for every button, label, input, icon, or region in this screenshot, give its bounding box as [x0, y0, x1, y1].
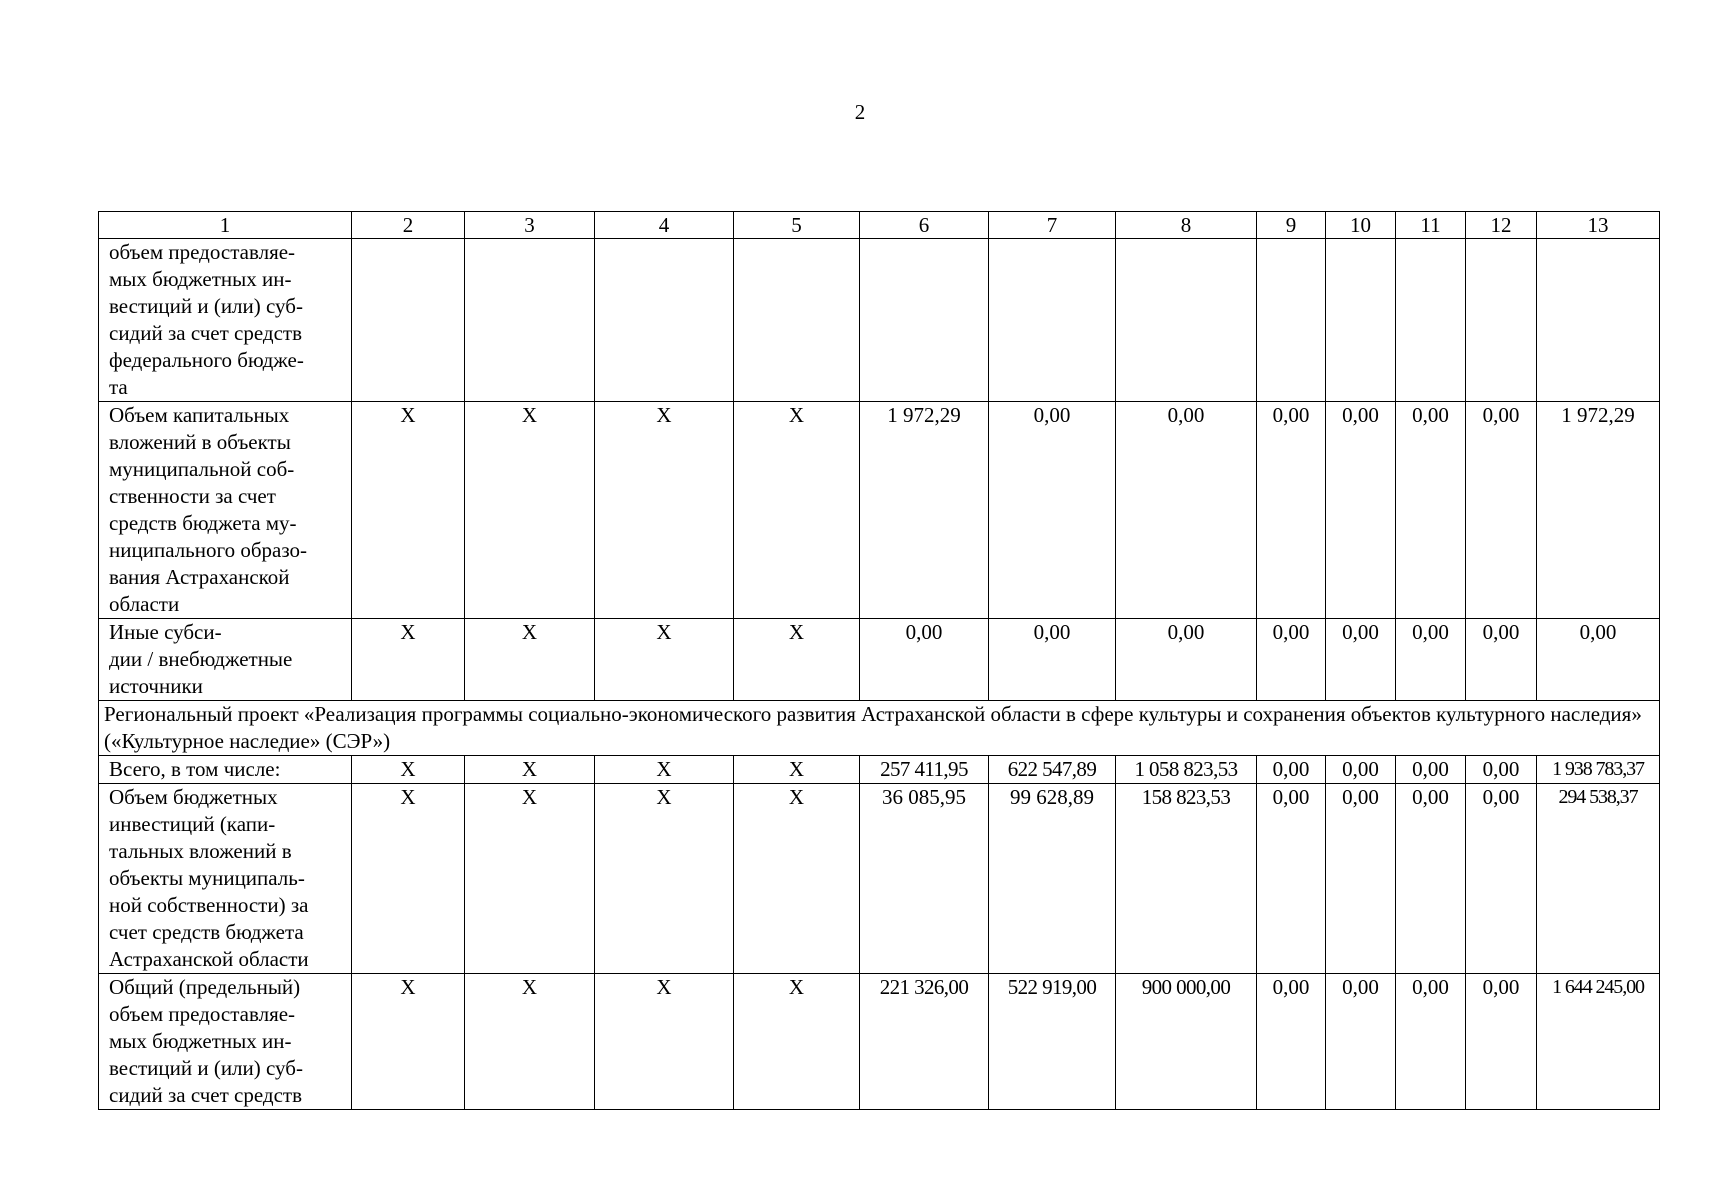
- header-cell-3: 3: [465, 212, 595, 239]
- row-label: Иные субси- дии / внебюджетные источники: [99, 619, 352, 701]
- row-label: Общий (предельный) объем предоставляе- мых бюджетных ин- вестиций и (или) суб- сидий за счет средств: [99, 974, 352, 1110]
- row-cell-col-13: 1 644 245,00: [1537, 974, 1660, 1110]
- row-cell-col-3: [465, 239, 595, 402]
- row-cell-col-13: 1 938 783,37: [1537, 756, 1660, 784]
- row-cell-col-4: X: [595, 402, 734, 619]
- row-cell-col-12: 0,00: [1466, 619, 1537, 701]
- row-cell-col-6: 36 085,95: [860, 784, 989, 974]
- row-cell-col-9: 0,00: [1257, 784, 1326, 974]
- row-label: Всего, в том числе:: [99, 756, 352, 784]
- section-row: [99, 701, 1660, 756]
- header-cell-9: 9: [1257, 212, 1326, 239]
- row-cell-col-8: 0,00: [1116, 619, 1257, 701]
- row-cell-col-4: X: [595, 619, 734, 701]
- row-cell-col-9: 0,00: [1257, 619, 1326, 701]
- row-cell-col-9: 0,00: [1257, 756, 1326, 784]
- row-cell-col-8: 1 058 823,53: [1116, 756, 1257, 784]
- row-cell-col-2: X: [352, 402, 465, 619]
- table-row: [99, 619, 1660, 701]
- row-label: Объем бюджетных инвестиций (капи- тальных вложений в объекты муниципаль- ной собственности) за счет средств бюджета Астраханской области: [99, 784, 352, 974]
- header-cell-7: 7: [989, 212, 1116, 239]
- row-cell-col-5: X: [734, 619, 860, 701]
- table-row: [99, 239, 1660, 402]
- row-cell-col-3: X: [465, 619, 595, 701]
- row-cell-col-8: 158 823,53: [1116, 784, 1257, 974]
- row-cell-col-10: 0,00: [1326, 402, 1396, 619]
- row-cell-col-10: [1326, 239, 1396, 402]
- header-cell-6: 6: [860, 212, 989, 239]
- row-cell-col-3: X: [465, 784, 595, 974]
- header-cell-13: 13: [1537, 212, 1660, 239]
- row-cell-col-13: 1 972,29: [1537, 402, 1660, 619]
- section-title: Региональный проект «Реализация программы социально-экономического развития Астраханской области в сфере культуры и сохранения объектов культурного наследия» («Культурное наследие» (СЭР»): [99, 701, 1660, 756]
- header-cell-10: 10: [1326, 212, 1396, 239]
- row-cell-col-5: X: [734, 756, 860, 784]
- row-cell-col-11: [1396, 239, 1466, 402]
- row-cell-col-4: X: [595, 756, 734, 784]
- row-cell-col-10: 0,00: [1326, 784, 1396, 974]
- row-label: Объем капитальных вложений в объекты муниципальной соб- ственности за счет средств бюджета му- ниципального образо- вания Астраханской области: [99, 402, 352, 619]
- row-cell-col-7: 522 919,00: [989, 974, 1116, 1110]
- budget-table: [98, 211, 1660, 1110]
- row-cell-col-11: 0,00: [1396, 756, 1466, 784]
- header-cell-5: 5: [734, 212, 860, 239]
- row-cell-col-2: X: [352, 619, 465, 701]
- row-cell-col-13: [1537, 239, 1660, 402]
- row-cell-col-3: X: [465, 402, 595, 619]
- row-cell-col-5: [734, 239, 860, 402]
- table-body: [99, 212, 1660, 1110]
- row-cell-col-10: 0,00: [1326, 756, 1396, 784]
- row-cell-col-12: 0,00: [1466, 784, 1537, 974]
- row-cell-col-7: 0,00: [989, 619, 1116, 701]
- row-cell-col-5: X: [734, 784, 860, 974]
- row-cell-col-11: 0,00: [1396, 402, 1466, 619]
- row-cell-col-5: X: [734, 974, 860, 1110]
- row-cell-col-6: 0,00: [860, 619, 989, 701]
- row-cell-col-12: 0,00: [1466, 756, 1537, 784]
- row-cell-col-9: 0,00: [1257, 402, 1326, 619]
- row-cell-col-6: [860, 239, 989, 402]
- row-cell-col-7: 622 547,89: [989, 756, 1116, 784]
- table-row: [99, 974, 1660, 1110]
- row-cell-col-12: [1466, 239, 1537, 402]
- row-cell-col-8: 900 000,00: [1116, 974, 1257, 1110]
- row-cell-col-4: X: [595, 784, 734, 974]
- row-cell-col-12: 0,00: [1466, 402, 1537, 619]
- header-cell-4: 4: [595, 212, 734, 239]
- header-cell-1: 1: [99, 212, 352, 239]
- header-cell-12: 12: [1466, 212, 1537, 239]
- table-row: [99, 784, 1660, 974]
- row-cell-col-7: 0,00: [989, 402, 1116, 619]
- row-cell-col-10: 0,00: [1326, 974, 1396, 1110]
- row-cell-col-8: [1116, 239, 1257, 402]
- row-cell-col-7: 99 628,89: [989, 784, 1116, 974]
- row-label: объем предоставляе- мых бюджетных ин- вестиций и (или) суб- сидий за счет средств федерального бюдже- та: [99, 239, 352, 402]
- row-cell-col-5: X: [734, 402, 860, 619]
- table-header-row: [99, 212, 1660, 239]
- row-cell-col-2: X: [352, 974, 465, 1110]
- row-cell-col-3: X: [465, 756, 595, 784]
- row-cell-col-2: X: [352, 756, 465, 784]
- row-cell-col-11: 0,00: [1396, 974, 1466, 1110]
- row-cell-col-2: [352, 239, 465, 402]
- row-cell-col-11: 0,00: [1396, 619, 1466, 701]
- row-cell-col-10: 0,00: [1326, 619, 1396, 701]
- header-cell-11: 11: [1396, 212, 1466, 239]
- page-number: 2: [854, 100, 866, 124]
- header-cell-2: 2: [352, 212, 465, 239]
- row-cell-col-4: [595, 239, 734, 402]
- row-cell-col-11: 0,00: [1396, 784, 1466, 974]
- row-cell-col-13: 0,00: [1537, 619, 1660, 701]
- row-cell-col-6: 257 411,95: [860, 756, 989, 784]
- header-cell-8: 8: [1116, 212, 1257, 239]
- row-cell-col-12: 0,00: [1466, 974, 1537, 1110]
- table-row: [99, 402, 1660, 619]
- row-cell-col-3: X: [465, 974, 595, 1110]
- row-cell-col-13: 294 538,37: [1537, 784, 1660, 974]
- row-cell-col-9: 0,00: [1257, 974, 1326, 1110]
- row-cell-col-8: 0,00: [1116, 402, 1257, 619]
- row-cell-col-7: [989, 239, 1116, 402]
- row-cell-col-6: 221 326,00: [860, 974, 989, 1110]
- row-cell-col-4: X: [595, 974, 734, 1110]
- row-cell-col-6: 1 972,29: [860, 402, 989, 619]
- row-cell-col-2: X: [352, 784, 465, 974]
- table-row: [99, 756, 1660, 784]
- row-cell-col-9: [1257, 239, 1326, 402]
